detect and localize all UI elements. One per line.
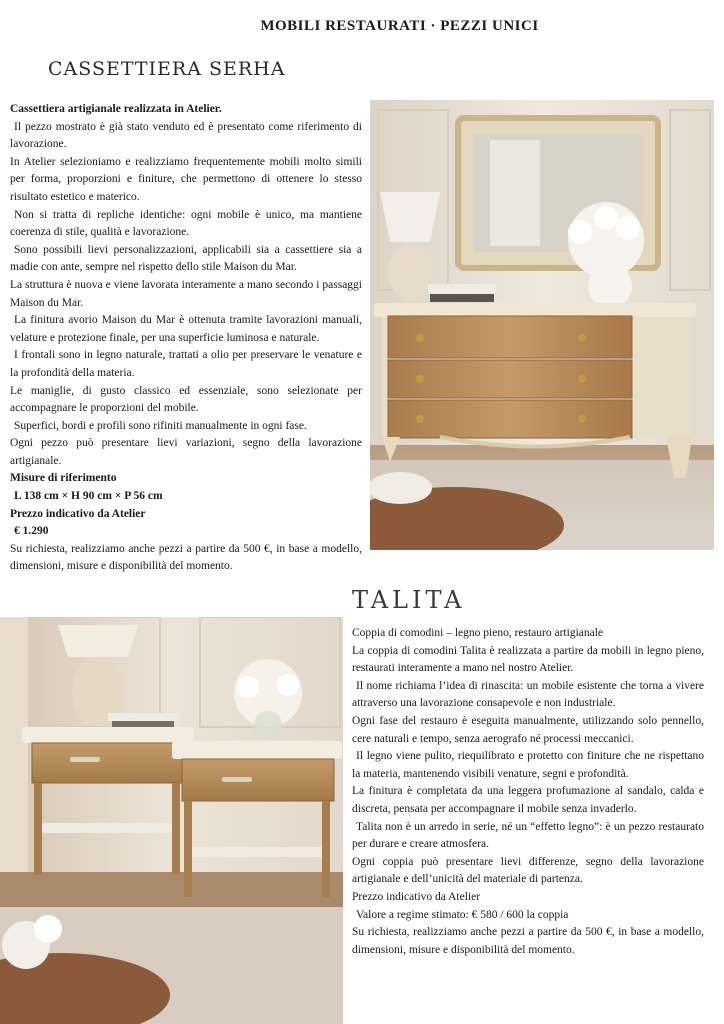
paragraph: Il pezzo mostrato è già stato venduto ed è presentato come riferimento di lavorazione. [10,120,362,151]
paragraph: Le maniglie, di gusto classico ed essenziale, sono selezionate per accompagnare le proporzioni del mobile. [10,384,362,415]
paragraph: Ogni fase del restauro è eseguita manualmente, utilizzando solo pennello, cere naturali e tempo, senza aerografo né processi meccanici. [352,714,704,745]
paragraph: Il nome richiama l’idea di rinascita: un mobile esistente che torna a vivere attraverso una lavorazione consapevole e non industriale. [352,679,704,710]
paragraph: Ogni coppia può presentare lievi differenze, segno della lavorazione artigianale e dell’unicità del materiale di partenza. [352,855,704,886]
paragraph: Ogni pezzo può presentare lievi variazioni, segno della lavorazione artigianale. [10,437,362,467]
paragraph: Prezzo indicativo da Atelier [10,507,146,520]
paragraph: La finitura avorio Maison du Mar è ottenuta tramite lavorazioni manuali, velature e protezione finale, per una superficie luminosa e naturale. [10,314,362,344]
paragraph: Su richiesta, realizziamo anche pezzi a partire da 500 €, in base a modello, dimensioni, misure e disponibilità del momento. [352,926,704,956]
paragraph: Valore a regime stimato: € 580 / 600 la coppia [356,908,569,921]
paragraph: Il legno viene pulito, riequilibrato e protetto con finiture che ne rispettano la materia, mantenendo visibili venature, segni e profondità. [352,750,704,780]
product-description-serha [10,101,362,576]
product-description-talita [352,625,704,959]
paragraph: L 138 cm × H 90 cm × P 56 cm [14,490,163,503]
paragraph: Talita non è un arredo in serie, né un “effetto legno”: è un pezzo restaurato per durare e creare atmosfera. [352,820,704,851]
paragraph: Su richiesta, realizziamo anche pezzi a partire da 500 €, in base a modello, dimensioni, misure e disponibilità del momento. [10,542,362,573]
paragraph: Prezzo indicativo da Atelier [352,890,481,903]
paragraph: La finitura è completata da una leggera profumazione al sandalo, calda e discreta, pensata per accompagnare il mobile senza invaderlo. [352,785,704,815]
product-photo-dresser [370,100,714,550]
product-title-talita: TALITA [352,586,466,614]
paragraph: Superfici, bordi e profili sono rifiniti manualmente in ogni fase. [14,419,307,432]
product-photo-nightstands [0,617,343,1024]
paragraph: Non si tratta di repliche identiche: ogni mobile è unico, ma mantiene coerenza di stile, qualità e lavorazione. [10,208,362,239]
paragraph: € 1.290 [14,525,49,538]
paragraph: I frontali sono in legno naturale, trattati a olio per preservare le venature e la profondità della materia. [10,349,362,379]
paragraph: La struttura è nuova e viene lavorata interamente a mano secondo i passaggi Maison du Mar. [10,278,362,309]
page-header: MOBILI RESTAURATI · PEZZI UNICI [260,18,539,34]
paragraph: Coppia di comodini – legno pieno, restauro artigianale [352,627,604,639]
paragraph: In Atelier selezioniamo e realizziamo frequentemente mobili molto simili per forma, proporzioni e finiture, che permettono di ottenere lo stesso risultato estetico e materico. [10,155,362,203]
paragraph: Misure di riferimento [10,472,117,485]
paragraph: Sono possibili lievi personalizzazioni, applicabili sia a cassettiere sia a madie con ante, sempre nel rispetto dello stile Maison du Mar. [10,243,362,274]
paragraph: La coppia di comodini Talita è realizzata a partire da mobili in legno pieno, restaurati interamente a mano nel nostro Atelier. [352,644,704,675]
product-title-serha: CASSETTIERA SERHA [48,58,286,80]
paragraph: Cassettiera artigianale realizzata in Atelier. [10,103,222,115]
